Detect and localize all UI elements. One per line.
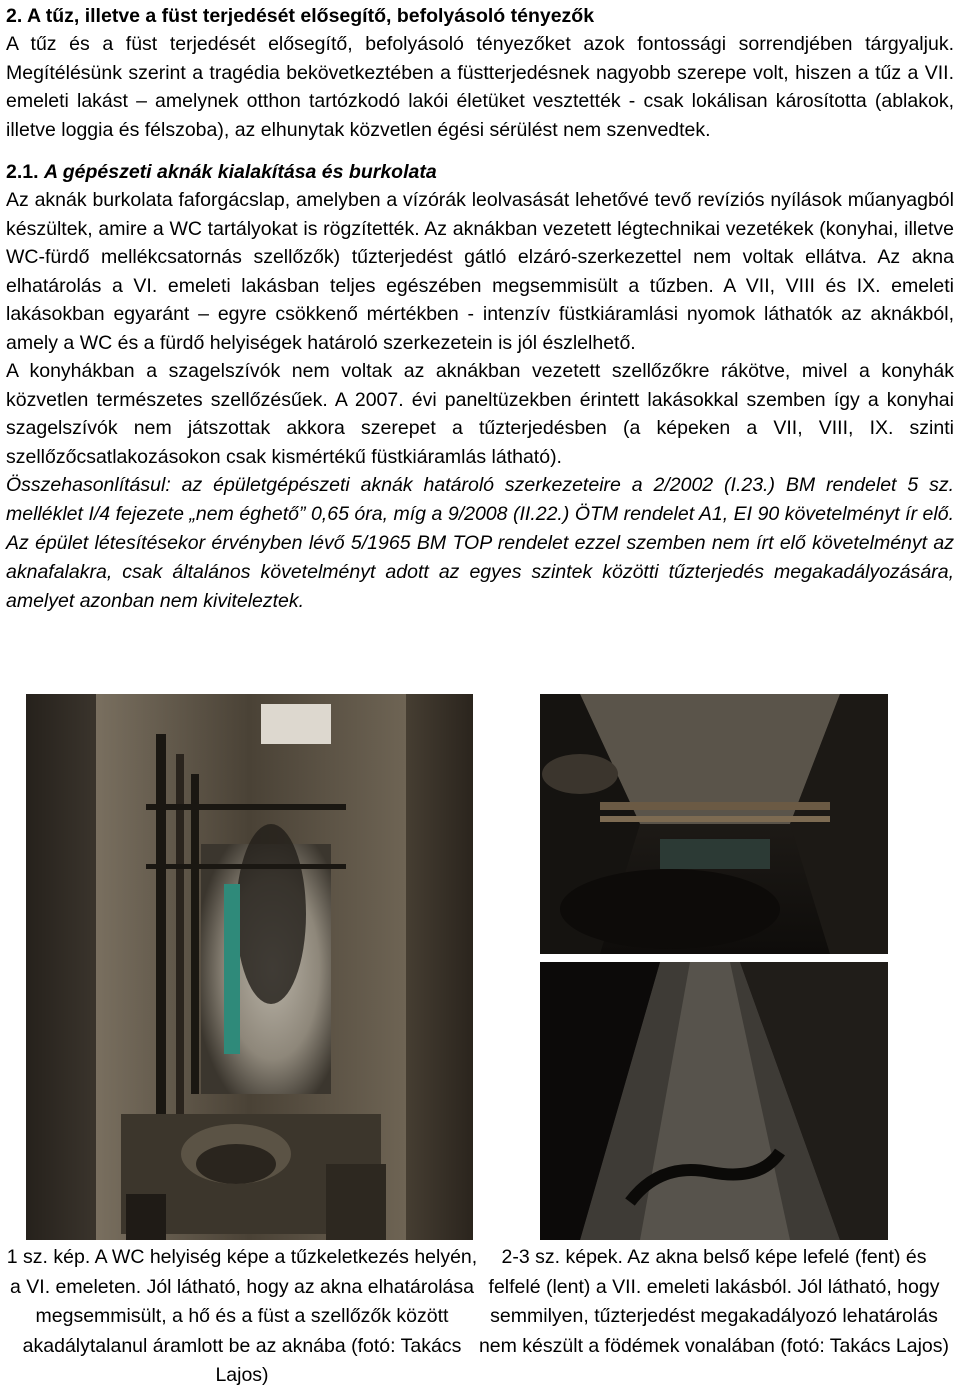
document-page	[6, 2, 954, 616]
caption-photo-1: 1 sz. kép. A WC helyiség képe a tűzkeletkezés helyén, a VI. emeleten. Jól látható, hogy az akna elhatárolása megsemmisült, a hő és a füst a szellőzők között akadálytalanul áramlott be az aknába (fotó: Takács Lajos)	[6, 1246, 478, 1386]
subsection-heading	[6, 158, 954, 186]
subsection-paragraph-2: A konyhákban a szagelszívók nem voltak az aknákban vezetett szellőzőkre rákötve, mivel a konyhák közvetlen természetes szellőzésűek. A 2007. évi paneltüzekben érintett lakásokkal szemben így a konyhai szagelszívók nem játszottak akkora szerepet a tűzterjedésben (a képeken a VII, VIII, IX. szinti szellőzőcsatlakozásokon csak kismértékű füstkiáramlás látható).	[6, 360, 954, 468]
photo-wc-shaft	[26, 694, 473, 1240]
section-paragraph: A tűz és a füst terjedését elősegítő, befolyásoló tényezőket azok fontossági sorrendjében tárgyaljuk. Megítélésünk szerint a tragédia bekövetkeztében a füstterjedésnek nagyobb szerepe volt, hiszen a tűz a VII. emeleti lakást – amelynek otthon tartózkodó lakói életüket vesztették - csak lokálisan károsította (ablakok, illetve loggia és félszoba), az elhunytak közvetlen égési sérülést nem szenvedtek.	[6, 33, 954, 141]
subsection-number: 2.1.	[6, 161, 39, 183]
photo-shaft-upward	[540, 962, 888, 1240]
subsection-title: A gépészeti aknák kialakítása és burkolata	[43, 161, 437, 183]
section-heading: 2. A tűz, illetve a füst terjedését elősegítő, befolyásoló tényezők	[6, 5, 595, 27]
caption-photos-2-3: 2-3 sz. képek. Az akna belső képe lefelé (fent) és felfelé (lent) a VII. emeleti lakásból. Jól látható, hogy semmilyen, tűzterjedést megakadályozó lehatárolás nem készült a födémek vonalában (fotó: Takács Lajos)	[478, 1246, 950, 1357]
subsection-paragraph-1: Az aknák burkolata faforgácslap, amelyben a vízórák leolvasását lehetővé tevő revíziós nyílások műanyagból készültek, amire a WC tartályokat is rögzítették. Az aknákban vezetett légtechnikai vezetékek (konyhai, illetve WC-fürdő mellékcsatornás szellőzők) tűzterjedést gátló elzáró-szerkezettel nem voltak ellátva. Az akna elhatárolás a VI. emeleti lakásban teljes egészében megsemmisült a tűzben. A VII, VIII és IX. emeleti lakásokban egyaránt – egyre csökkenő mértékben - intenzív füstkiáramlási nyomok láthatók az aknákból, amely a WC és a fürdő helyiségek határoló szerkezetein is jól észlelhető.	[6, 189, 954, 354]
comparison-paragraph: Összehasonlításul: az épületgépészeti aknák határoló szerkezeteire a 2/2002 (I.23.) BM rendelet 5 sz. melléklet I/4 fejezete „nem éghető” 0,65 óra, míg a 9/2008 (II.22.) ÖTM rendelet A1, EI 90 követelményt ír elő. Az épület létesítésekor érvényben lévő 5/1965 BM TOP rendelet ezzel szemben nem írt elő követelményt az aknafalakra, csak általános követelményt adott az egyes szintek közötti tűzterjedés megakadályozására, amelyet azonban nem kiviteleztek.	[6, 474, 954, 612]
photo-shaft-downward	[540, 694, 888, 954]
